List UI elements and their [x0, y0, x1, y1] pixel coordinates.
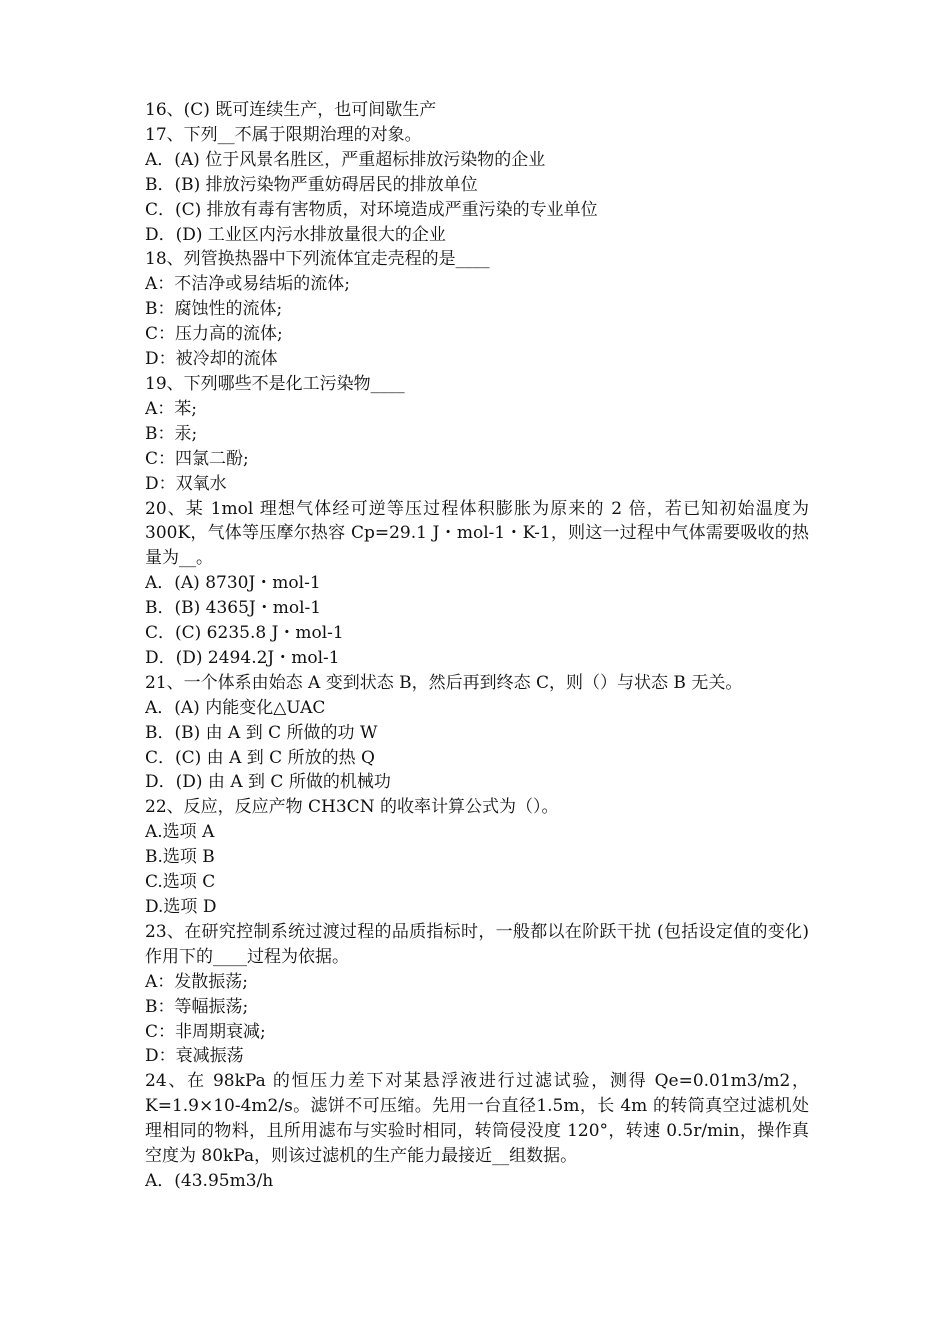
option-line: A．(A) 内能变化△UAC — [145, 697, 326, 718]
option-line: D：被冷却的流体 — [145, 349, 278, 370]
option-line: B．(B) 由 A 到 C 所做的功 W — [145, 722, 378, 743]
option-line: B．(B) 4365J・mol-1 — [145, 598, 322, 619]
option-line: B：汞; — [145, 423, 198, 444]
option-line: B.选项 B — [145, 847, 215, 868]
question-19: 19、下列哪些不是化工污染物____ — [145, 373, 405, 394]
question-18: 18、列管换热器中下列流体宜走壳程的是____ — [145, 249, 490, 270]
text-line: 16、(C) 既可连续生产，也可间歇生产 — [145, 100, 437, 120]
option-line: C．(C) 由 A 到 C 所放的热 Q — [145, 747, 375, 768]
option-line: D：双氧水 — [145, 473, 227, 494]
option-line: B：等幅振荡; — [145, 996, 249, 1017]
option-line: A：苯; — [145, 398, 198, 419]
question-21: 21、一个体系由始态 A 变到状态 B，然后再到终态 C，则（）与状态 B 无关。 — [145, 672, 743, 693]
option-line: B：腐蚀性的流体; — [145, 299, 283, 320]
question-23: 23、在研究控制系统过渡过程的品质指标时，一般都以在阶跃干扰 (包括设定值的变化)作用下的____过程为依据。 — [145, 921, 809, 967]
option-line: A：不洁净或易结垢的流体; — [145, 274, 351, 295]
option-line: C.选项 C — [145, 872, 216, 893]
question-24: 24、在 98kPa 的恒压力差下对某悬浮液进行过滤试验，测得 Qe=0.01m3/m2，K=1.9×10-4m2/s。滤饼不可压缩。先用一台直径1.5m，长 4m 的转筒真空过滤机处理相同的物料，且所用滤布与实验时相同，转筒侵没度 120°，转速 0.5r/min，操作真空度为 80kPa，则该过滤机的生产能力最接近__组数据。 — [145, 1071, 809, 1167]
option-line: D．(D) 由 A 到 C 所做的机械功 — [145, 772, 391, 793]
option-line: B．(B) 排放污染物严重妨碍居民的排放单位 — [145, 174, 478, 195]
question-17: 17、下列__不属于限期治理的对象。 — [145, 124, 422, 145]
option-line: D．(D) 2494.2J・mol-1 — [145, 647, 340, 668]
option-line: C．(C) 排放有毒有害物质，对环境造成严重污染的专业单位 — [145, 199, 598, 220]
option-line: D.选项 D — [145, 897, 217, 917]
option-line: A.选项 A — [145, 822, 215, 843]
option-line: A．(A) 8730J・mol-1 — [145, 573, 321, 594]
option-line: A．(43.95m3/h — [145, 1170, 274, 1191]
option-line: C．(C) 6235.8 J・mol-1 — [145, 623, 344, 644]
option-line: D：衰减振荡 — [145, 1046, 244, 1067]
option-line: C：四氯二酚; — [145, 448, 249, 469]
question-20: 20、某 1mol 理想气体经可逆等压过程体积膨胀为原来的 2 倍，若已知初始温度为 300K，气体等压摩尔热容 Cp=29.1 J・mol-1・K-1，则这一过程中气体需要吸收的热量为__。 — [145, 498, 809, 569]
option-line: D．(D) 工业区内污水排放量很大的企业 — [145, 224, 446, 245]
question-22: 22、反应，反应产物 CH3CN 的收率计算公式为（）。 — [145, 797, 559, 818]
option-line: C：非周期衰减; — [145, 1021, 266, 1042]
option-line: C：压力高的流体; — [145, 324, 283, 345]
document-page — [145, 98, 809, 1194]
option-line: A：发散振荡; — [145, 971, 249, 992]
option-line: A．(A) 位于风景名胜区，严重超标排放污染物的企业 — [145, 149, 546, 170]
